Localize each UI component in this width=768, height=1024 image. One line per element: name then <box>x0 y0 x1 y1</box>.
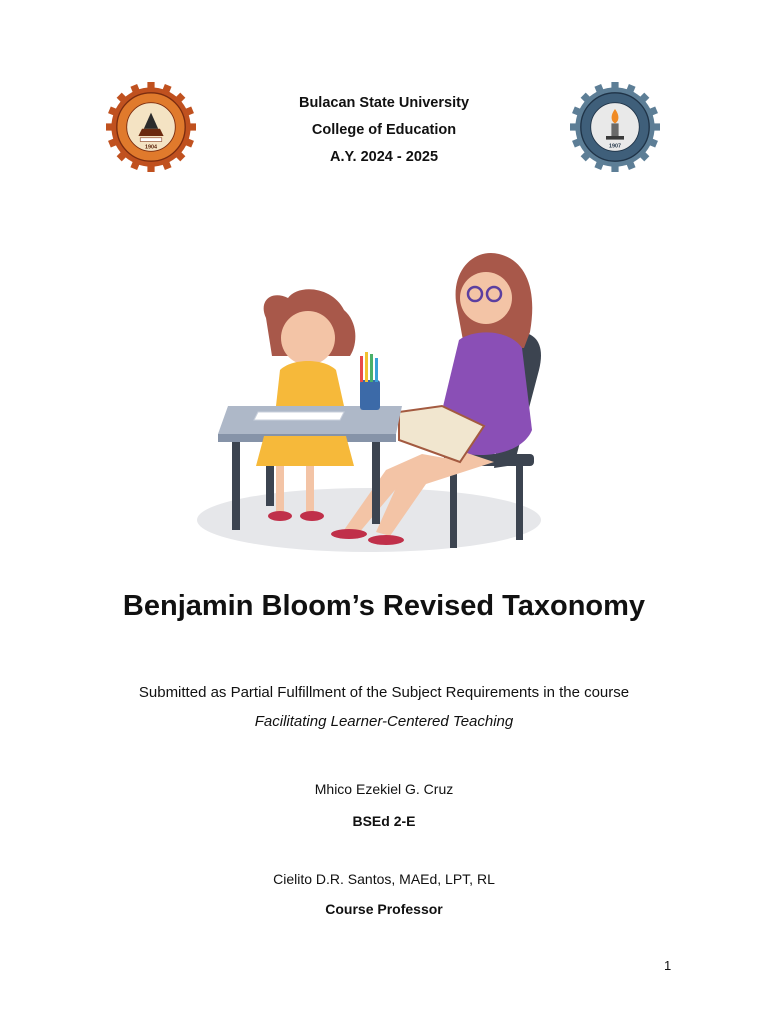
right-seal-year: 1907 <box>609 143 621 150</box>
professor-name: Cielito D.R. Santos, MAEd, LPT, RL <box>273 871 495 887</box>
teacher-student-illustration <box>194 240 564 560</box>
author-name: Mhico Ezekiel G. Cruz <box>314 781 454 797</box>
college-name: College of Education <box>311 122 457 138</box>
submission-line: Submitted as Partial Fulfillment of the Subject Requirements in the course <box>138 684 630 701</box>
submission-statement <box>0 678 768 736</box>
professor-role: Course Professor <box>325 901 443 917</box>
university-name: Bulacan State University <box>298 95 470 111</box>
college-seal-logo <box>570 82 660 172</box>
girl-face <box>281 311 335 365</box>
author-section: BSEd 2-E <box>352 813 416 829</box>
page-number: 1 <box>664 958 672 973</box>
girl-dress <box>276 361 344 406</box>
left-seal-year: 1904 <box>145 144 157 151</box>
document-title: Benjamin Bloom’s Revised Taxonomy <box>122 590 646 622</box>
pencil-cup <box>360 380 380 410</box>
academic-year: A.Y. 2024 - 2025 <box>329 149 439 165</box>
university-seal-logo <box>106 82 196 172</box>
course-name: Facilitating Learner-Centered Teaching <box>254 713 514 730</box>
paper-sheet <box>254 412 344 420</box>
